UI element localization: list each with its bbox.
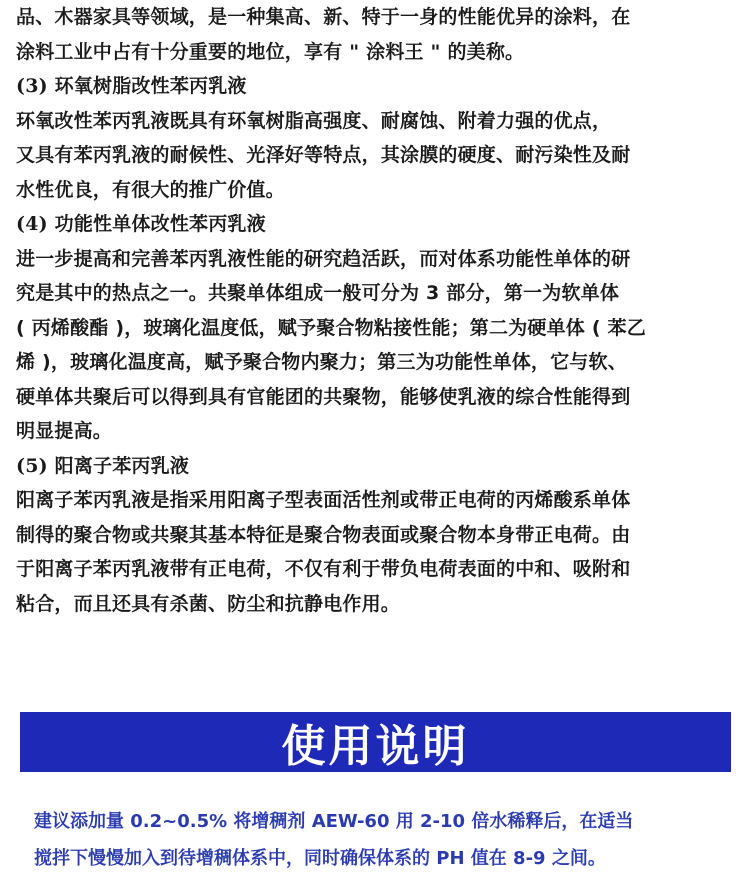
usage-line: 搅拌下慢慢加入到待增稠体系中，同时确保体系的 PH 值在 8-9 之间。 (34, 848, 606, 869)
text-line: ( 丙烯酸酯 )，玻璃化温度低，赋予聚合物粘接性能；第二为硬单体 ( 苯乙 (16, 316, 646, 339)
section-paragraph-4 (16, 242, 740, 449)
text-line: 又具有苯丙乳液的耐候性、光泽好等特点，其涂膜的硬度、耐污染性及耐 (16, 144, 631, 166)
text-line: 阳离子苯丙乳液是指采用阳离子型表面活性剂或带正电荷的丙烯酸系单体 (16, 489, 631, 511)
text-line: 进一步提高和完善苯丙乳液性能的研究趋活跃，而对体系功能性单体的研 (16, 247, 631, 270)
text-line: 硬单体共聚后可以得到具有官能团的共聚物，能够使乳液的综合性能得到 (16, 385, 631, 408)
text-line: 粘合，而且还具有杀菌、防尘和抗静电作用。 (16, 592, 401, 615)
banner-title: 使用说明 (281, 721, 470, 772)
text-line: 烯 )，玻璃化温度高，赋予聚合物内聚力；第三为功能性单体，它与软、 (16, 351, 627, 373)
intro-paragraph (16, 0, 740, 69)
document-body (16, 0, 740, 621)
section-heading-3: (3) 环氧树脂改性苯丙乳液 (16, 75, 247, 97)
text-line: 明显提高。 (16, 420, 113, 442)
usage-instructions (34, 803, 734, 877)
usage-line: 建议添加量 0.2~0.5% 将增稠剂 AEW-60 用 2-10 倍水稀释后，在适当 (34, 811, 634, 832)
text-line: 究是其中的热点之一。共聚单体组成一般可分为 3 部分，第一为软单体 (16, 282, 620, 304)
text-line: 制得的聚合物或共聚其基本特征是聚合物表面或聚合物本身带正电荷。由 (16, 523, 631, 546)
section-paragraph-3 (16, 104, 740, 208)
text-line: 于阳离子苯丙乳液带有正电荷，不仅有利于带负电荷表面的中和、吸附和 (16, 558, 631, 580)
section-paragraph-5 (16, 483, 740, 621)
text-line: 环氧改性苯丙乳液既具有环氧树脂高强度、耐腐蚀、附着力强的优点， (16, 109, 612, 132)
text-line: 涂料工业中占有十分重要的地位，享有 " 涂料王 " 的美称。 (16, 40, 525, 63)
section-heading-5: (5) 阳离子苯丙乳液 (16, 454, 190, 477)
text-line: 品、木器家具等领域，是一种集高、新、特于一身的性能优异的涂料，在 (16, 6, 631, 28)
section-heading-4: (4) 功能性单体改性苯丙乳液 (16, 213, 266, 235)
usage-banner (20, 712, 731, 772)
text-line: 水性优良，有很大的推广价值。 (16, 178, 285, 201)
